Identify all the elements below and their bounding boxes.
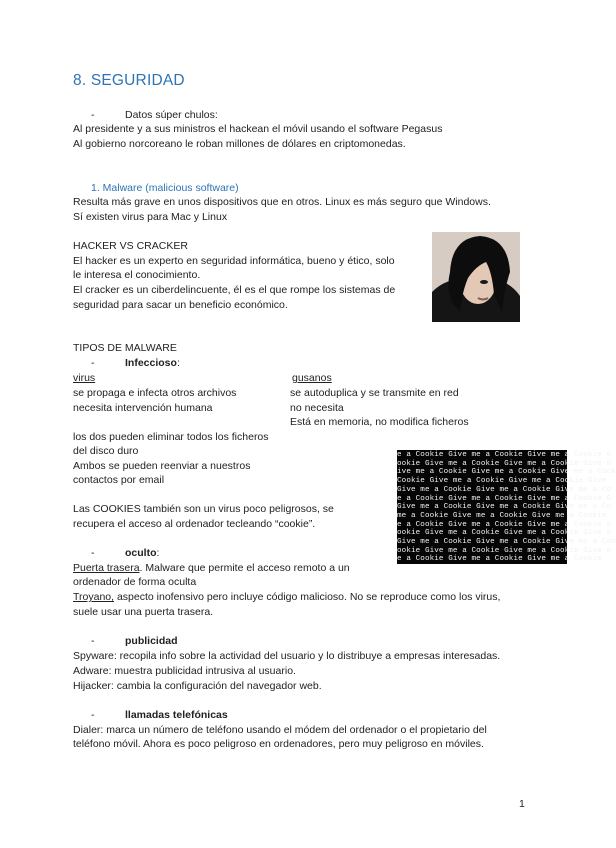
bullet-dash: - — [91, 709, 95, 721]
publicidad-bullet-item — [91, 634, 178, 648]
page-title: 8. SEGURIDAD — [73, 72, 185, 89]
hacker-line-3: El cracker es un ciberdelincuente, él es el que rompe los sistemas de — [73, 284, 396, 296]
hacker-line-4: seguridad para sacar un beneficio económico. — [73, 299, 288, 311]
datos-line-2: Al gobierno norcoreano le roban millones de dólares en criptomonedas. — [73, 138, 406, 150]
puerta-trasera-desc: . Malware que permite el acceso remoto a un — [139, 562, 350, 574]
troyano-line-1 — [73, 590, 500, 604]
gusanos-line-3: Está en memoria, no modifica ficheros — [290, 416, 469, 428]
virus-line-2: necesita intervención humana — [73, 402, 213, 414]
heading-colon: : — [156, 547, 160, 559]
bullet-dash: - — [91, 547, 95, 559]
cookie-screen-line: e a Cookie Give me a Cookie Give me a Cookie G — [397, 451, 612, 459]
cookie-virus-screen-image — [397, 450, 616, 564]
cookies-line-2: recupera el acceso al ordenador tecleando “cookie”. — [73, 518, 316, 530]
datos-heading: Datos súper chulos: — [125, 109, 218, 121]
infeccioso-bullet-item — [91, 356, 180, 370]
common-line-3: Ambos se pueden reenviar a nuestros — [73, 460, 251, 472]
puerta-trasera-line-2: ordenador de forma oculta — [73, 576, 197, 588]
dialer-line-1: Dialer: marca un número de teléfono usando el módem del ordenador o el propietario del — [73, 724, 487, 736]
bullet-dash: - — [91, 635, 95, 647]
page-number: 1 — [519, 798, 525, 810]
cookie-screen-line: Give me a Cookie Give me a Cookie Give me a Co — [397, 503, 612, 512]
llamadas-heading: llamadas telefónicas — [125, 709, 228, 721]
hacker-line-1: El hacker es un experto en seguridad informática, bueno y ético, solo — [73, 255, 395, 267]
malware-line-2: Sí existen virus para Mac y Linux — [73, 211, 228, 223]
heading-colon: : — [176, 357, 180, 369]
troyano-line-2: suele usar una puerta trasera. — [73, 606, 214, 618]
common-line-2: del disco duro — [73, 445, 139, 457]
cookie-screen-line: me a Cookie Give me a Cookie Give me a Cookie — [397, 511, 607, 520]
common-line-4: contactos por email — [73, 474, 165, 486]
cookie-screen-line: e a Cookie Give me a Cookie Give me a Cookie G — [397, 494, 612, 503]
cookie-screen-line: ookie Give me a Cookie Give me a Cookie Give m — [397, 459, 612, 468]
infeccioso-heading: Infeccioso — [125, 357, 177, 369]
hacker-line-2: le interesa el conocimiento. — [73, 269, 201, 281]
cookie-screen-line: ookie Give me a Cookie Give me a Cookie Give m — [397, 529, 612, 538]
tipos-heading: TIPOS DE MALWARE — [73, 342, 177, 354]
malware-heading: 1. Malware (malicious software) — [91, 182, 239, 194]
gusanos-label: gusanos — [292, 372, 332, 384]
publicidad-heading: publicidad — [125, 635, 178, 647]
dialer-line-2: teléfono móvil. Ahora es poco peligroso en ordenadores, pero muy peligroso en móviles. — [73, 738, 484, 750]
bullet-dash: - — [91, 357, 95, 369]
hijacker-line: Hijacker: cambia la configuración del navegador web. — [73, 680, 322, 692]
adware-line: Adware: muestra publicidad intrusiva al usuario. — [73, 665, 296, 677]
common-line-1: los dos pueden eliminar todos los ficheros — [73, 431, 269, 443]
hacker-heading: HACKER VS CRACKER — [73, 240, 188, 252]
cookies-line-1: Las COOKIES también son un virus poco peligrosos, se — [73, 503, 334, 515]
cookie-screen-line: e a Cookie Give me a Cookie Give me a Cookie G — [397, 520, 612, 529]
puerta-trasera-term: Puerta trasera — [73, 562, 140, 574]
troyano-desc: aspecto inofensivo pero incluye código malicioso. No se reproduce como los virus, — [114, 591, 501, 603]
datos-line-1: Al presidente y a sus ministros el hackean el móvil usando el software Pegasus — [73, 123, 443, 135]
hacker-portrait-image — [432, 232, 520, 322]
gusanos-line-2: no necesita — [290, 402, 344, 414]
cookie-screen-line: ive me a Cookie Give me a Cookie Give me a Cook — [397, 468, 616, 477]
puerta-trasera-line-1 — [73, 561, 350, 575]
cookie-screen-line: e a Cookie Give me a Cookie Give me a Cookie — [397, 555, 602, 564]
virus-line-1: se propaga e infecta otros archivos — [73, 387, 237, 399]
cookie-screen-line: ookie Give me a Cookie Give me a Cookie Give m — [397, 546, 612, 555]
llamadas-bullet-item — [91, 708, 228, 722]
oculto-bullet-item — [91, 546, 159, 560]
datos-bullet-item — [91, 108, 218, 122]
spyware-line: Spyware: recopila info sobre la actividad del usuario y lo distribuye a empresas interesadas. — [73, 650, 501, 662]
oculto-heading: oculto — [125, 547, 157, 559]
cookie-screen-line: Give me a Cookie Give me a Cookie Give me a Coo — [397, 538, 616, 546]
virus-label: virus — [73, 372, 96, 384]
bullet-dash: - — [91, 109, 95, 121]
gusanos-line-1: se autoduplica y se transmite en red — [290, 387, 459, 399]
cookie-screen-line: Cookie Give me a Cookie Give me a Cookie Give — [397, 477, 607, 486]
cookie-screen-line: Give me a Cookie Give me a Cookie Give me a Co — [397, 485, 612, 494]
malware-line-1: Resulta más grave en unos dispositivos que en otros. Linux es más seguro que Windows. — [73, 196, 491, 208]
troyano-term: Troyano, — [73, 591, 115, 603]
